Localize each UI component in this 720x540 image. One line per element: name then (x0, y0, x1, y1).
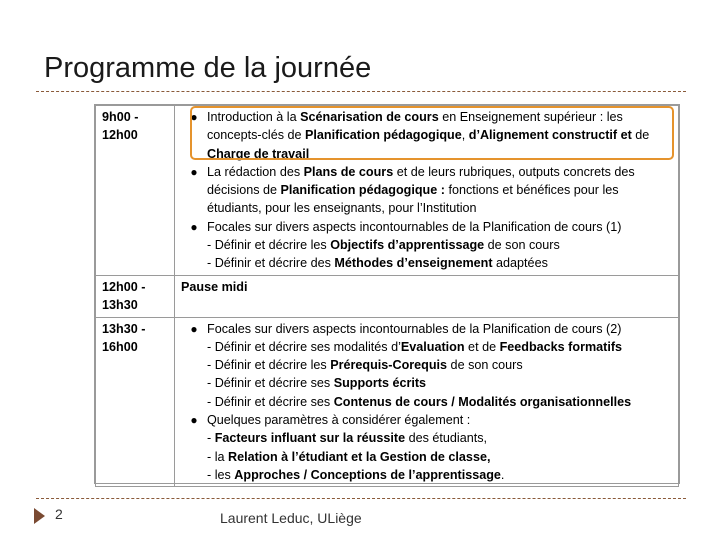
bold-text: d’Alignement constructif et (468, 128, 632, 143)
bullet-subline (181, 356, 672, 374)
schedule-table (94, 104, 680, 484)
text: - Définir et décrire ses (207, 394, 334, 409)
bold-text: Feedbacks formatifs (499, 339, 623, 354)
text: - la (207, 449, 228, 464)
bullet-text (207, 218, 672, 236)
bullet-subline (181, 466, 672, 484)
text: - Définir et décrire les (207, 358, 331, 373)
text: Focales sur divers aspects incontournables de la Planification de cours (2) (207, 321, 622, 336)
text: - Définir et décrire les (207, 238, 331, 253)
lunch-break-label: Pause midi (175, 276, 679, 318)
text: adaptées (492, 256, 548, 271)
text: Quelques paramètres à considérer également : (207, 413, 471, 428)
bullet-subline (181, 374, 672, 392)
text: - Définir et décrire des (207, 256, 335, 271)
bullet-icon: ● (190, 110, 198, 124)
footer-marker-icon (34, 508, 45, 524)
text: Introduction à la (207, 110, 301, 124)
time-slot-lunch: 12h00 - 13h30 (96, 276, 175, 318)
text: - Définir et décrire ses modalités d’ (207, 339, 401, 354)
text: - (207, 431, 215, 446)
bullet-text (207, 163, 672, 218)
text: - Définir et décrire ses (207, 376, 334, 391)
bullet-text (207, 411, 672, 429)
bullet-icon: ● (190, 321, 198, 336)
bullet-icon: ● (190, 219, 198, 234)
bold-text: Planification pédagogique : (280, 183, 445, 198)
bold-text: Prérequis-Corequis (330, 358, 448, 373)
bold-text: Facteurs influant sur la réussite (214, 431, 406, 446)
title-divider (36, 91, 686, 92)
text: fonctions et bénéfices pour les étudiants, pour les enseignants, pour l’Institution (207, 183, 619, 216)
bold-text: Planification pédagogique (305, 128, 462, 143)
bullet-subline (181, 236, 672, 254)
bullet-text (207, 320, 672, 338)
bullet-subline (181, 429, 672, 447)
bullet-subline (181, 393, 672, 411)
session-afternoon (175, 317, 679, 487)
text: - les (207, 467, 235, 482)
bullet-subline (181, 254, 672, 272)
text: . (500, 467, 505, 482)
text: La rédaction des (207, 164, 304, 179)
bullet-item (181, 163, 672, 218)
bullet-item (181, 411, 672, 429)
text: de (631, 128, 650, 143)
bullet-icon: ● (190, 164, 198, 179)
bold-text: Approches / Conceptions de l’apprentissage (234, 467, 501, 482)
text: et de leurs rubriques, outputs concrets des décisions de (207, 164, 635, 198)
text: de son cours (447, 358, 523, 373)
footer-author: Laurent Leduc, ULiège (220, 510, 362, 526)
text: Focales sur divers aspects incontournables de la Planification de cours (1) (207, 219, 622, 234)
bold-text: Charge de travail (207, 146, 310, 161)
bold-text: Plans de cours (303, 164, 394, 179)
text: et de (464, 339, 500, 354)
text: de son cours (484, 238, 560, 253)
bullet-subline (181, 448, 672, 466)
bold-text: Evaluation (400, 339, 465, 354)
time-slot-afternoon: 13h30 - 16h00 (96, 317, 175, 487)
text: en Enseignement supérieur : les concepts-clés de (207, 110, 623, 143)
bold-text: Méthodes d’enseignement (334, 256, 493, 271)
bold-text: Relation à l’étudiant et la Gestion de classe, (228, 449, 491, 464)
bullet-item (181, 320, 672, 338)
footer-divider (36, 498, 686, 499)
bullet-subline (181, 338, 672, 356)
bold-text: Supports écrits (333, 376, 427, 391)
highlight-box (190, 106, 674, 160)
time-slot-morning: 9h00 - 12h00 (96, 106, 175, 276)
slide-title: Programme de la journée (44, 52, 372, 84)
bold-text: Contenus de cours / Modalités organisationnelles (333, 394, 632, 409)
text: , (461, 128, 469, 143)
bold-text: Scénarisation de cours (300, 110, 439, 124)
text: des étudiants, (405, 431, 487, 446)
bullet-icon: ● (190, 413, 198, 428)
bullet-item (181, 218, 672, 236)
page-number: 2 (55, 506, 63, 522)
bold-text: Objectifs d’apprentissage (330, 238, 485, 253)
